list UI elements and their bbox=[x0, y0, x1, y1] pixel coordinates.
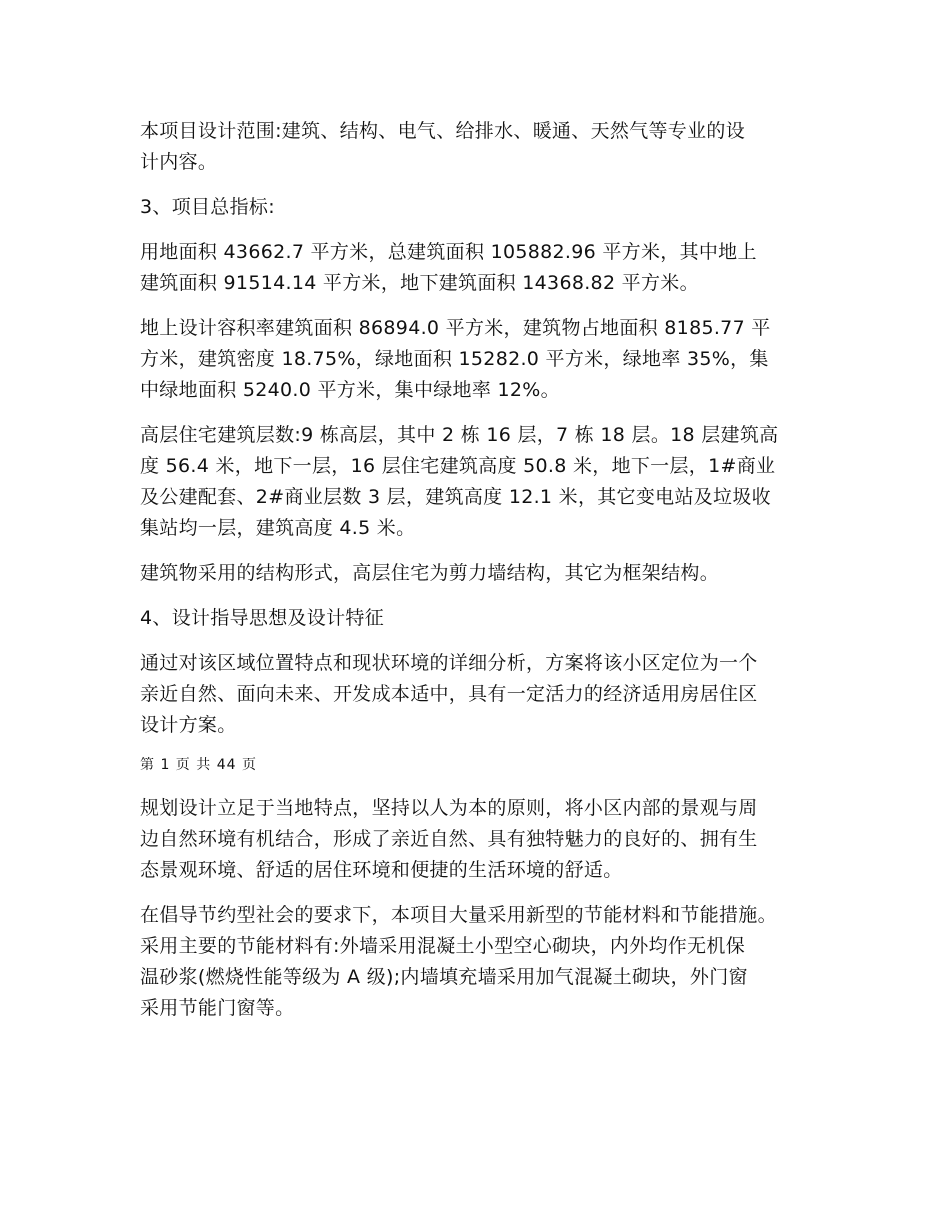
text-line: 集站均一层，建筑高度 4.5 米。 bbox=[140, 517, 416, 539]
paragraph-land-area bbox=[140, 237, 820, 299]
text-line: 计内容。 bbox=[140, 151, 218, 173]
text-line: 采用节能门窗等。 bbox=[140, 997, 295, 1019]
section-heading: 3、项目总指标: bbox=[140, 196, 275, 218]
heading-design-guidance bbox=[140, 603, 820, 634]
heading-project-indicators bbox=[140, 192, 820, 223]
page-footer: 第 1 页 共 44 页 bbox=[140, 757, 257, 773]
paragraph-plot-ratio bbox=[140, 313, 820, 406]
text-line: 用地面积 43662.7 平方米，总建筑面积 105882.96 平方米，其中地上 bbox=[140, 241, 757, 263]
text-line: 及公建配套、2#商业层数 3 层，建筑高度 12.1 米，其它变电站及垃圾收 bbox=[140, 486, 771, 508]
text-line: 亲近自然、面向未来、开发成本适中，具有一定活力的经济适用房居住区 bbox=[140, 683, 758, 705]
paragraph-structure-form bbox=[140, 558, 820, 589]
text-line: 温砂浆(燃烧性能等级为 A 级);内墙填充墙采用加气混凝土砌块，外门窗 bbox=[140, 966, 748, 988]
paragraph-planning-basis bbox=[140, 793, 820, 886]
document-page bbox=[140, 116, 820, 1038]
text-line: 边自然环境有机结合，形成了亲近自然、具有独特魅力的良好的、拥有生 bbox=[140, 828, 758, 850]
text-line: 地上设计容积率建筑面积 86894.0 平方米，建筑物占地面积 8185.77 平 bbox=[140, 317, 771, 339]
paragraph-energy-saving bbox=[140, 900, 820, 1024]
text-line: 在倡导节约型社会的要求下，本项目大量采用新型的节能材料和节能措施。 bbox=[140, 904, 777, 926]
text-line: 通过对该区域位置特点和现状环境的详细分析，方案将该小区定位为一个 bbox=[140, 652, 758, 674]
text-line: 设计方案。 bbox=[140, 714, 237, 736]
text-line: 中绿地面积 5240.0 平方米，集中绿地率 12%。 bbox=[140, 379, 560, 401]
text-line: 方米，建筑密度 18.75%，绿地面积 15282.0 平方米，绿地率 35%，集 bbox=[140, 348, 769, 370]
text-line: 采用主要的节能材料有:外墙采用混凝土小型空心砌块，内外均作无机保 bbox=[140, 935, 746, 957]
text-line: 态景观环境、舒适的居住环境和便捷的生活环境的舒适。 bbox=[140, 859, 623, 881]
text-line: 本项目设计范围:建筑、结构、电气、给排水、暖通、天然气等专业的设 bbox=[140, 120, 746, 142]
text-line: 高层住宅建筑层数:9 栋高层，其中 2 栋 16 层，7 栋 18 层。18 层建筑高 bbox=[140, 424, 779, 446]
paragraph-building-floors bbox=[140, 420, 820, 544]
text-line: 规划设计立足于当地特点，坚持以人为本的原则，将小区内部的景观与周 bbox=[140, 797, 758, 819]
text-line: 建筑物采用的结构形式，高层住宅为剪力墙结构，其它为框架结构。 bbox=[140, 562, 720, 584]
text-line: 建筑面积 91514.14 平方米，地下建筑面积 14368.82 平方米。 bbox=[140, 272, 699, 294]
section-heading: 4、设计指导思想及设计特征 bbox=[140, 607, 384, 629]
text-line: 度 56.4 米，地下一层，16 层住宅建筑高度 50.8 米，地下一层，1#商业 bbox=[140, 455, 776, 477]
paragraph-design-scope bbox=[140, 116, 820, 178]
paragraph-positioning bbox=[140, 648, 820, 741]
